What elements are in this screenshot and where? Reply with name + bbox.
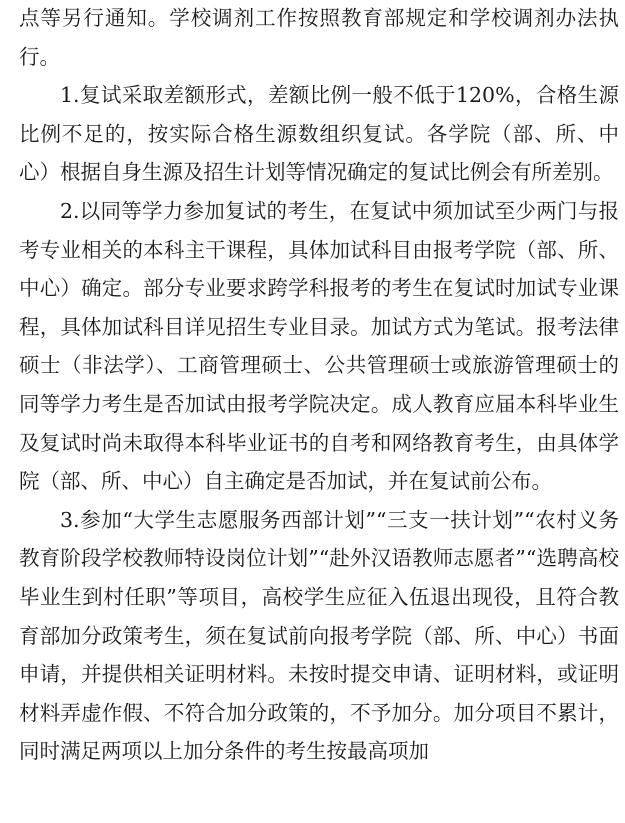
paragraph-item-1: 1.复试采取差额形式，差额比例一般不低于120%，合格生源比例不足的，按实际合格生源数组织复试。各学院（部、所、中心）根据自身生源及招生计划等情况确定的复试比例会有所差别。 [19, 83, 619, 185]
paragraph-item-3: 3.参加“大学生志愿服务西部计划”“三支一扶计划”“农村义务教育阶段学校教师特设岗位计划”“赴外汉语教师志愿者”“选聘高校毕业生到村任职”等项目，高校学生应征入伍退出现役，且符合教育部加分政策考生，须在复试前向报考学院（部、所、中心）书面申请，并提供相关证明材料。未按时提交申请、证明材料，或证明材料弄虚作假、不符合加分政策的，不予加分。加分项目不累计，同时满足两项以上加分条件的考生按最高项加 [19, 507, 619, 764]
paragraph-item-2: 2.以同等学力参加复试的考生，在复试中须加试至少两门与报考专业相关的本科主干课程，具体加试科目由报考学院（部、所、中心）确定。部分专业要求跨学科报考的考生在复试时加试专业课程，具体加试科目详见招生专业目录。加试方式为笔试。报考法律硕士（非法学）、工商管理硕士、公共管理硕士或旅游管理硕士的同等学力考生是否加试由报考学院决定。成人教育应届本科毕业生及复试时尚未取得本科毕业证书的自考和网络教育考生，由具体学院（部、所、中心）自主确定是否加试，并在复试前公布。 [19, 198, 619, 494]
paragraph-continuation: 点等另行通知。学校调剂工作按照教育部规定和学校调剂办法执行。 [19, 6, 619, 69]
